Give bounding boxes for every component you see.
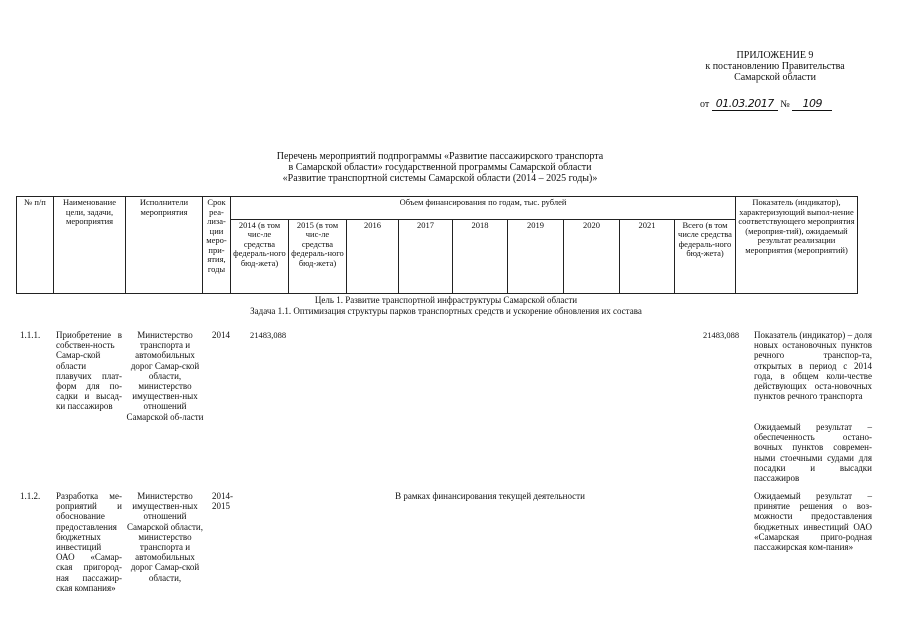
row-amount-2014: 21483,088 (250, 330, 287, 340)
date-prefix: от (700, 99, 710, 110)
task-heading: Задача 1.1. Оптимизация структуры парков транспортных средств и ускорение обновления их состава (250, 306, 642, 316)
decree-date-line (700, 97, 832, 111)
handwritten-number: 109 (792, 97, 832, 111)
appendix-line: Самарской области (734, 72, 816, 83)
row-indicator: Показатель (индикатор) – доля новых остановочных пунктов речного транспор-та, открытых в период с 2014 года, в общем коли-честве действующих оста-новочных пунктов речного транспорта (754, 330, 872, 402)
table-header (16, 196, 858, 294)
appendix-line: к постановлению Правительства (705, 61, 845, 72)
row-term: 2014 (212, 330, 230, 340)
row-executors: Министерство имуществен-ных отношений Самарской области, министерство транспорта и автомобильных дорог Самар-ской области, (127, 491, 203, 583)
row-number: 1.1.1. (20, 330, 41, 340)
row-total: 21483,088 (703, 330, 740, 340)
header-year-2019: 2019 (508, 219, 564, 293)
header-num: № п/п (17, 197, 54, 294)
header-indicator: Показатель (индикатор), характеризующий выпол-нение соответствующего мероприятия (мероприя-тий), ожидаемый результат реализации мероприятия (мероприятий) (736, 197, 858, 294)
header-year-2021: 2021 (620, 219, 675, 293)
title-line: в Самарской области» государственной программы Самарской области (288, 162, 592, 173)
header-name: Наименование цели, задачи, мероприятия (54, 197, 126, 294)
goal-heading: Цель 1. Развитие транспортной инфраструктуры Самарской области (314, 295, 578, 305)
header-year-2018: 2018 (453, 219, 508, 293)
header-executors: Исполнители мероприятия (126, 197, 203, 294)
handwritten-date: 01.03.2017 (712, 97, 778, 111)
header-total: Всего (в том числе средства федераль-ного бюд-жета) (675, 219, 736, 293)
row-name: Приобретение в собствен-ность Самар-ской области плавучих плат-форм для по-садки и высад-ки пассажиров (56, 330, 122, 412)
header-year-2016: 2016 (347, 219, 399, 293)
appendix-block (690, 50, 860, 83)
header-term: Срок реа-лиза-ции меро-при-ятия, годы (203, 197, 231, 294)
title-line: Перечень мероприятий подпрограммы «Развитие пассажирского транспорта (276, 151, 604, 162)
appendix-line: ПРИЛОЖЕНИЕ 9 (736, 50, 814, 61)
header-year-2014: 2014 (в том чис-ле средства федераль-ного бюд-жета) (231, 219, 289, 293)
row-expected-result: Ожидаемый результат – принятие решения о воз-можности предоставления бюджетных инвестиций ОАО «Самарская приго-родная пассажирская ком-пания» (754, 491, 872, 553)
row-term: 2014-2015 (212, 491, 233, 512)
document-title (200, 151, 680, 184)
header-year-2020: 2020 (564, 219, 620, 293)
row-name: Разработка ме-роприятий и обоснование предоставления бюджетных инвестиций ОАО «Самар-ская пригород-ная пассажир-ская компания» (56, 491, 122, 593)
row-funding-note: В рамках финансирования текущей деятельности (395, 491, 585, 501)
header-funding: Объем финансирования по годам, тыс. рублей (231, 197, 736, 220)
row-expected-result: Ожидаемый результат – обеспеченность остано-вочных пунктов современ-ными стоечными судами для посадки и высадки пассажиров (754, 422, 872, 484)
header-year-2017: 2017 (399, 219, 453, 293)
row-number: 1.1.2. (20, 491, 41, 501)
row-executors: Министерство транспорта и автомобильных дорог Самар-ской области, министерство имуществен-ных отношений Самарской об-ласти (126, 330, 204, 422)
header-year-2015: 2015 (в том чис-ле средства федераль-ного бюд-жета) (289, 219, 347, 293)
number-prefix: № (780, 99, 790, 110)
title-line: «Развитие транспортной системы Самарской области (2014 – 2025 годы)» (282, 173, 598, 184)
